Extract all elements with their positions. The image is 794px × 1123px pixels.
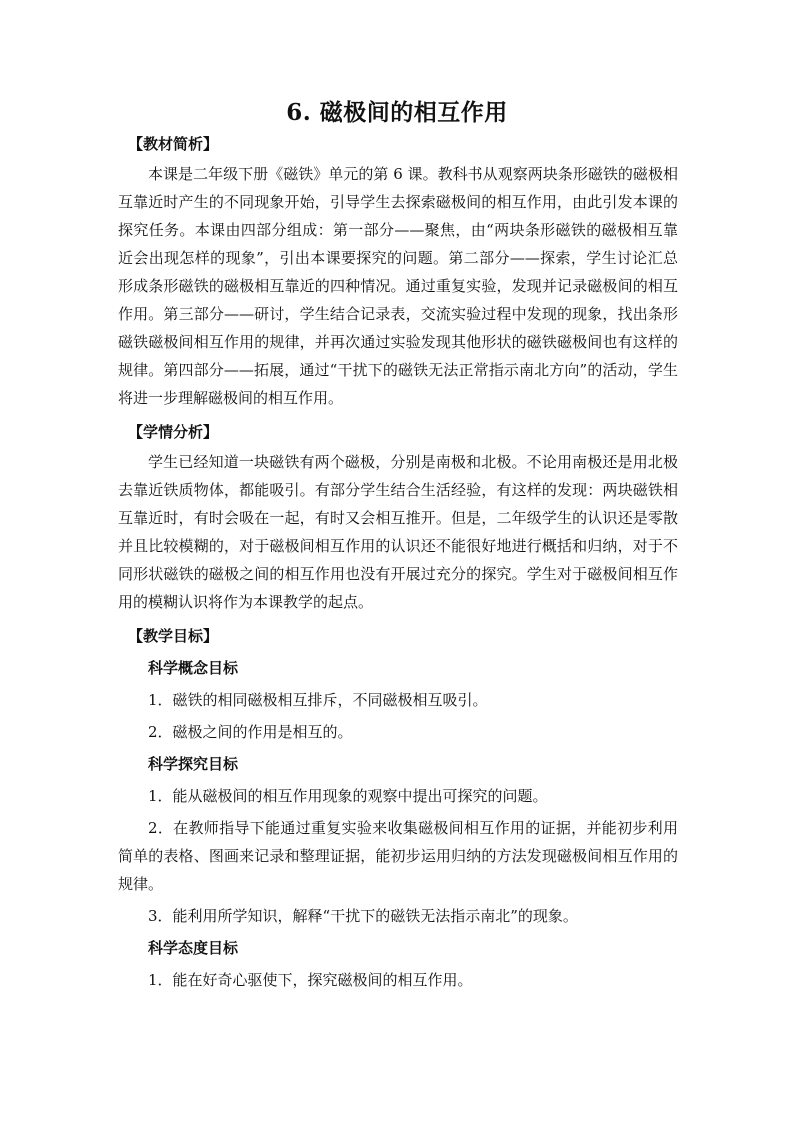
section-heading-teaching-goals: 【教学目标】: [128, 627, 219, 645]
section-heading-learner-analysis: 【学情分析】: [128, 423, 219, 441]
subheading-attitude-goals: 科学态度目标: [148, 939, 239, 957]
inquiry-goal-item: 1．能从磁极间的相互作用现象的观察中提出可探究的问题。: [148, 787, 548, 805]
inquiry-goal-item: 2．在教师指导下能通过重复实验来收集磁极间相互作用的证据，并能初步利用简单的表格、图画来记录和整理证据，能初步运用归纳的方法发现磁极间相互作用的规律。: [118, 819, 678, 893]
document-body: [118, 126, 678, 994]
attitude-goal-item: 1．能在好奇心驱使下，探究磁极间的相互作用。: [148, 971, 473, 989]
learner-analysis-paragraph: 学生已经知道一块磁铁有两个磁极，分别是南极和北极。不论用南极还是用北极去靠近铁质物体，都能吸引。有部分学生结合生活经验，有这样的发现：两块磁铁相互靠近时，有时会吸在一起，有时又会相互推开。但是，二年级学生的认识还是零散并且比较模糊的，对于磁极间相互作用的认识还不能很好地进行概括和归纳，对于不同形状磁铁的磁极之间的相互作用也没有开展过充分的探究。学生对于磁极间相互作用的模糊认识将作为本课教学的起点。: [118, 453, 678, 611]
textbook-analysis-paragraph: 本课是二年级下册《磁铁》单元的第 6 课。教科书从观察两块条形磁铁的磁极相互靠近时产生的不同现象开始，引导学生去探索磁极间的相互作用，由此引发本课的探究任务。本课由四部分组成：第一部分——聚焦，由“两块条形磁铁的磁极相互靠近会出现怎样的现象”，引出本课要探究的问题。第二部分——探索，学生讨论汇总形成条形磁铁的磁极相互靠近的四种情况。通过重复实验，发现并记录磁极间的相互作用。第三部分——研讨，学生结合记录表，交流实验过程中发现的现象，找出条形磁铁磁极间相互作用的规律，并再次通过实验发现其他形状的磁铁磁极间也有这样的规律。第四部分——拓展，通过“干扰下的磁铁无法正常指示南北方向”的活动，学生将进一步理解磁极间的相互作用。: [118, 165, 678, 407]
page-title: 6. 磁极间的相互作用: [286, 99, 508, 126]
subheading-inquiry-goals: 科学探究目标: [148, 755, 239, 773]
subheading-concept-goals: 科学概念目标: [148, 659, 239, 677]
concept-goal-item: 2．磁极之间的作用是相互的。: [148, 723, 353, 741]
inquiry-goal-item: 3．能利用所学知识，解释“干扰下的磁铁无法指示南北”的现象。: [148, 907, 578, 925]
section-heading-textbook-analysis: 【教材简析】: [128, 135, 219, 153]
concept-goal-item: 1．磁铁的相同磁极相互排斥，不同磁极相互吸引。: [148, 691, 488, 709]
